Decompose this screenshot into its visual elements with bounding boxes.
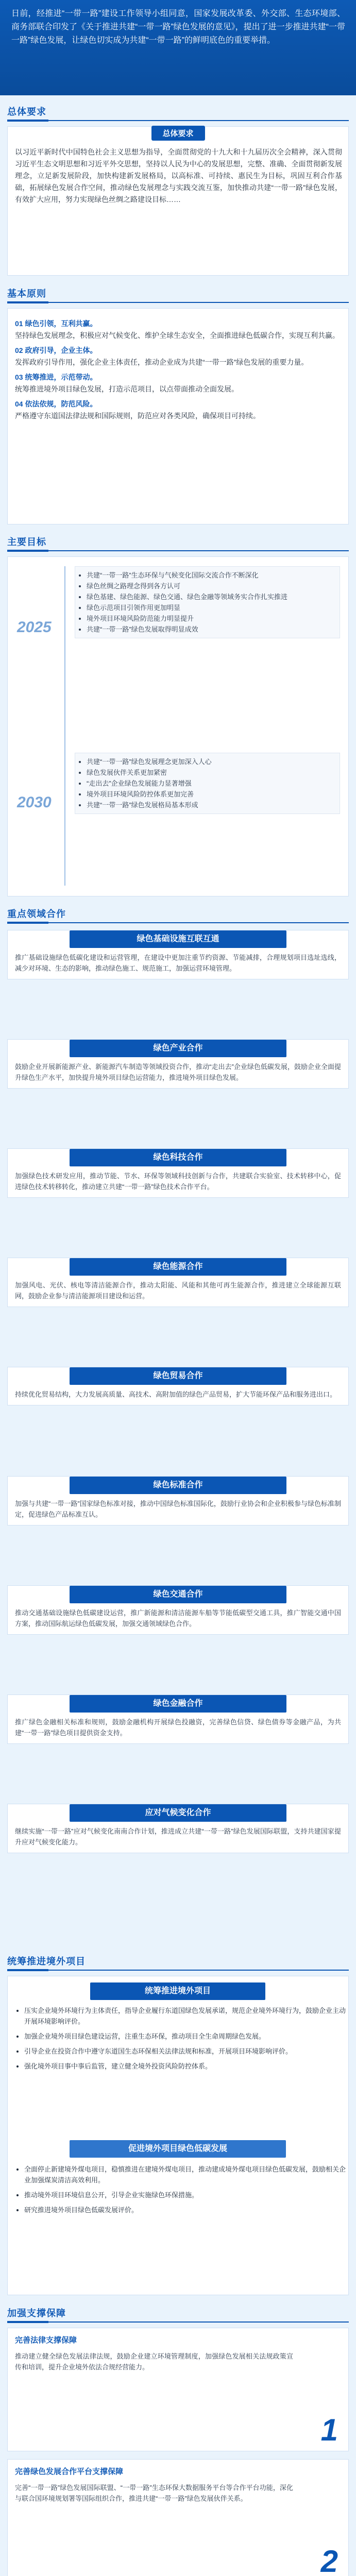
goal-item: • 共建“一带一路”绿色发展格局基本形成 [87,800,334,810]
env-item: • 加强企业境外项目绿色建设运营，注重生态环保，推动项目全生命周期绿色发展。 [24,2031,349,2042]
field-card [7,1258,349,1307]
support-card [7,2328,349,2451]
goal-item: • 绿色丝绸之路理念得到各方认可 [87,581,334,591]
field-card [7,1694,349,1744]
support-card [7,2459,349,2576]
intro-text: 日前，经推进“一带一路”建设工作领导小组同意，国家发展改革委、外交部、生态环境部、商务部联合印发了《关于推进共建“一带一路”绿色发展的意见》，提出了进一步推进共建“一带一路”绿色发展，让绿色切实成为共建“一带一路”的鲜明底色的重要举措。 [11,9,345,45]
goal-item: • 境外项目环境风险防控体系更加完善 [87,789,334,800]
principle-text: 坚持绿色发展理念，积极应对气候变化、维护全球生态安全，全面推进绿色低碳合作，实现互利共赢。 [15,331,340,340]
support-body: 完善“一带一路”绿色发展国际联盟、“一带一路”生态环保大数据服务平台等合作平台功能，深化与联合国环境规划署等国际组织合作，推进共建“一带一路”绿色发展伙伴关系。 [15,2484,293,2502]
principle-text: 统筹推进境外项目绿色发展，打造示范项目，以点带面推动全面发展。 [15,385,239,393]
field-title: 绿色能源合作 [70,1258,286,1276]
requirements-body: 以习近平新时代中国特色社会主义思想为指导，全面贯彻党的十九大和十九届历次全会精神，深入贯彻习近平生态文明思想和习近平外交思想，坚持以人民为中心的发展思想，完整、准确、全面贯彻新发展理念，立足新发展阶段，加快构建新发展格局，以高标准、可持续、惠民生为目标，巩固互利合作基础，拓展绿色发展合作空间，推动绿色发展理念与实践交流互鉴，加快推动共建“一带一路”绿色发展，有效扩大应用，努力实现绿色丝绸之路建设目标…… [15,148,342,204]
principles-box [7,308,349,524]
field-body: 持续优化贸易结构，大力发展高质量、高技术、高附加值的绿色产品贸易，扩大节能环保产品和服务进出口。 [15,1391,337,1398]
intro-banner [0,0,356,95]
goal-year-2030: 2030 [17,794,52,811]
field-card [7,1585,349,1635]
section-title-goals [0,531,356,551]
env-tag: 促进境外项目绿色低碳发展 [70,2140,286,2158]
field-title: 绿色贸易合作 [70,1367,286,1385]
goal-item: • 共建“一带一路”生态环保与气候变化国际交流合作不断深化 [87,570,334,581]
requirements-box [7,126,349,276]
field-title: 绿色科技合作 [70,1149,286,1166]
field-body: 加强风电、光伏、核电等清洁能源合作，推动太阳能、风能和其他可再生能源合作，推进建立全球能源互联网，鼓励企业参与清洁能源项目建设和运营。 [15,1281,341,1300]
field-title: 绿色标准合作 [70,1477,286,1494]
env-item: • 研究推进境外项目绿色低碳发展评价。 [24,2205,349,2215]
env-item: • 推动境外项目环境信息公开，引导企业实施绿色环保措施。 [24,2190,349,2200]
field-card [7,1148,349,1198]
support-number: 2 [320,2544,338,2576]
support-body: 推动建立健全绿色发展法律法规，鼓励企业建立环境管理制度，加强绿色发展相关法规政策宣传和培训，提升企业境外依法合规经营能力。 [15,2352,293,2371]
field-card [7,1476,349,1526]
principle-text: 发挥政府引导作用，强化企业主体责任，推动企业成为共建“一带一路”绿色发展的重要力量。 [15,358,309,366]
goals-2030-box [75,753,340,814]
principle-heading: 04 依法依规，防范风险。 [15,400,97,408]
principle-heading: 02 政府引导，企业主体。 [15,346,97,354]
field-title: 绿色产业合作 [70,1040,286,1057]
goals-2025-box [75,566,340,638]
field-body: 鼓励企业开展新能源产业、新能源汽车制造等领域投资合作，推动“走出去”企业绿色低碳发展，鼓励企业全面提升绿色生产水平，加快提升境外项目绿色运营能力，推进境外项目绿色发展。 [15,1063,341,1081]
field-title: 应对气候变化合作 [70,1804,286,1822]
section-title-text: 统筹推进境外项目 [7,1956,86,1967]
principle-heading: 01 绿色引领，互利共赢。 [15,319,97,328]
section-title-text: 主要目标 [7,537,46,547]
field-body: 继续实施“一带一路”应对气候变化南南合作计划，推进成立共建“一带一路”绿色发展国际联盟，支持共建国家提升应对气候变化能力。 [15,1827,341,1846]
env-item: • 引导企业在投资合作中遵守东道国生态环保相关法律法规和标准，开展项目环境影响评价。 [24,2046,349,2057]
section-title-fields [0,903,356,923]
env-heading: 统筹推进境外项目 [90,1982,265,2000]
goal-item: • 绿色基建、绿色能源、绿色交通、绿色金融等领域务实合作扎实推进 [87,591,334,602]
field-body: 推动交通基础设施绿色低碳建设运营，推广新能源和清洁能源车船等节能低碳型交通工具，推广智能交通中国方案，推动国际航运绿色低碳发展，加强交通领域绿色合作。 [15,1609,341,1628]
field-body: 推广基础设施绿色低碳化建设和运营管理，在建设中更加注重节约资源、节能减排，合理规划项目选址选线，减少对环境、生态的影响，推动绿色施工、规范施工，加强运营环境管理。 [15,954,341,972]
goal-item: • “走出去”企业绿色发展能力显著增强 [87,778,334,789]
section-title-env [0,1950,356,1971]
goals-panel [7,556,349,896]
goal-item: • 境外项目环境风险防范能力明显提升 [87,613,334,624]
goal-item: • 绿色发展伙伴关系更加紧密 [87,767,334,778]
env-box [7,1976,349,2295]
field-card [7,1367,349,1405]
field-body: 推广绿色金融相关标准和规则，鼓励金融机构开展绿色投融资，完善绿色信贷、绿色债券等金融产品，为共建“一带一路”绿色项目提供资金支持。 [15,1718,341,1737]
section-title-text: 加强支撑保障 [7,2308,66,2318]
section-title-text: 基本原则 [7,289,46,299]
timeline-axis [64,566,65,886]
fields-list [7,930,349,1945]
section-title-requirements [0,100,356,121]
support-number: 1 [320,2413,338,2447]
section-title-text: 重点领域合作 [7,909,66,919]
field-title: 绿色基础设施互联互通 [70,930,286,948]
field-body: 加强绿色技术研发应用，推动节能、节水、环保等领域科技创新与合作，共建联合实验室、技术转移中心，促进绿色技术转移转化，推动建立共建“一带一路”绿色技术合作平台。 [15,1172,341,1191]
support-title: 完善绿色发展合作平台支撑保障 [15,2467,124,2476]
section-title-support [0,2302,356,2323]
env-item: • 强化境外项目事中事后监管，建立健全境外投资风险防控体系。 [24,2061,349,2072]
support-title: 完善法律支撑保障 [15,2336,77,2345]
field-card [7,930,349,979]
principle-text: 严格遵守东道国法律法规和国际规则，防范应对各类风险，确保项目可持续。 [15,412,260,420]
section-title-principles [0,282,356,303]
section-title-text: 总体要求 [7,107,46,117]
goal-item: • 共建“一带一路”绿色发展理念更加深入人心 [87,756,334,767]
field-body: 加强与共建“一带一路”国家绿色标准对接，推动中国绿色标准国际化，鼓励行业协会和企业积极参与绿色标准制定，促进绿色产品标准互认。 [15,1500,341,1518]
field-card [7,1804,349,1853]
env-item: • 压实企业境外环境行为主体责任，指导企业履行东道国绿色发展承诺，规范企业境外环境行为，鼓励企业主动开展环境影响评价。 [24,2005,349,2027]
requirements-tag: 总体要求 [151,126,205,141]
support-list [7,2328,349,2576]
field-title: 绿色交通合作 [70,1586,286,1603]
goal-item: • 绿色示范项目引领作用更加明显 [87,602,334,613]
env-item: • 全面停止新建境外煤电项目，稳慎推进在建境外煤电项目，推动建成境外煤电项目绿色低碳发展，鼓励相关企业加强煤炭清洁高效利用。 [24,2164,349,2185]
principle-heading: 03 统筹推进，示范带动。 [15,373,97,381]
goal-item: • 共建“一带一路”绿色发展取得明显成效 [87,624,334,635]
goal-year-2025: 2025 [17,619,52,636]
field-title: 绿色金融合作 [70,1695,286,1713]
field-card [7,1039,349,1089]
